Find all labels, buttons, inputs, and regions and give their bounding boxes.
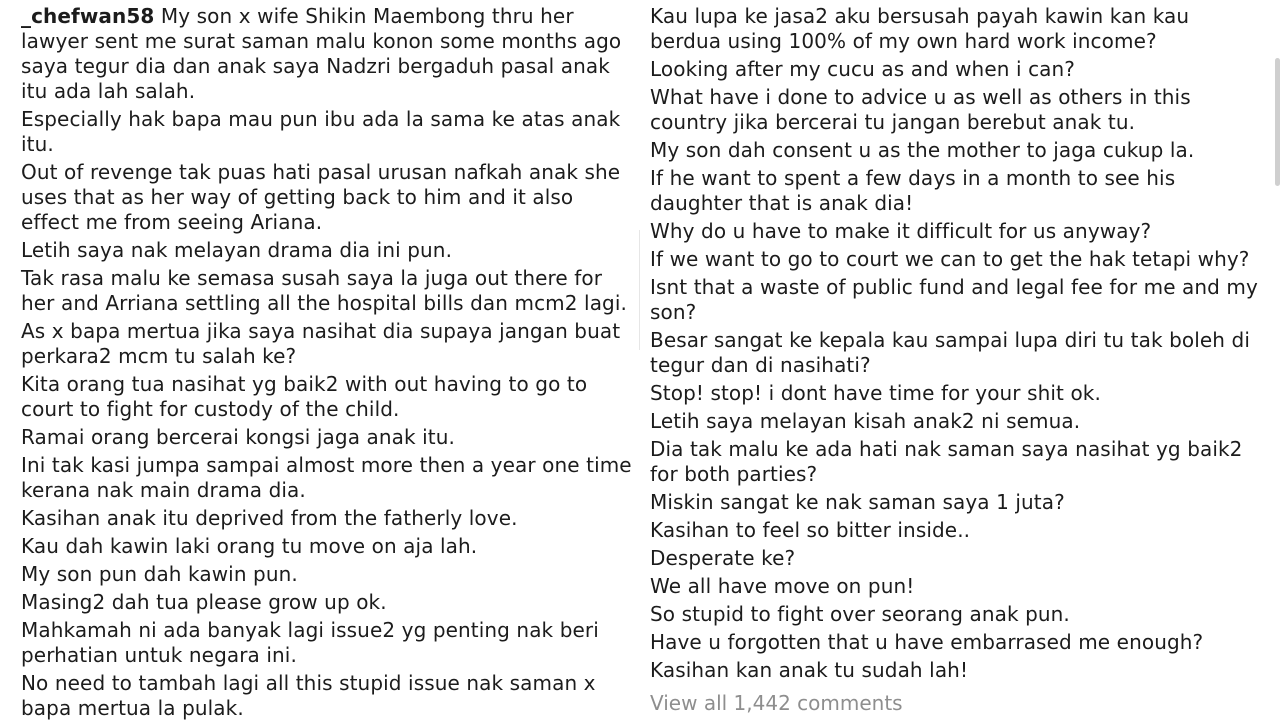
comment-paragraph: Looking after my cucu as and when i can? — [650, 57, 1076, 81]
comment-paragraph: Stop! stop! i dont have time for your shit ok. — [650, 381, 1101, 405]
comment-paragraph: We all have move on pun! — [650, 574, 915, 598]
scrollbar[interactable] — [1275, 58, 1280, 186]
comment-paragraph: If he want to spent a few days in a month to see his daughter that is anak dia! — [650, 166, 1176, 215]
comment-paragraph: What have i done to advice u as well as others in this country jika bercerai tu jangan berebut anak tu. — [650, 85, 1191, 134]
comment-paragraph: Mahkamah ni ada banyak lagi issue2 yg penting nak beri perhatian untuk negara ini. — [21, 618, 599, 667]
comment-paragraph: No need to tambah lagi all this stupid issue nak saman x bapa mertua la pulak. — [21, 671, 596, 720]
view-all-comments-link[interactable]: View all 1,442 comments — [650, 691, 903, 715]
comment-paragraph: My son dah consent u as the mother to jaga cukup la. — [650, 138, 1195, 162]
comment-paragraph: Besar sangat ke kepala kau sampai lupa diri tu tak boleh di tegur dan di nasihati? — [650, 328, 1250, 377]
comment-paragraph: Kita orang tua nasihat yg baik2 with out having to go to court to fight for custody of the child. — [21, 372, 588, 421]
comment-paragraph: Especially hak bapa mau pun ibu ada la sama ke atas anak itu. — [21, 107, 621, 156]
comment-paragraph: Kau dah kawin laki orang tu move on aja lah. — [21, 534, 478, 558]
comment-paragraph: Kau lupa ke jasa2 aku bersusah payah kawin kan kau berdua using 100% of my own hard work income? — [650, 4, 1190, 53]
comment-paragraph: Kasihan to feel so bitter inside.. — [650, 518, 971, 542]
comment-paragraph: Out of revenge tak puas hati pasal urusan nafkah anak she uses that as her way of getting back to him and it also effect me from seeing Ariana. — [21, 160, 621, 234]
comment-paragraph: Letih saya nak melayan drama dia ini pun. — [21, 238, 453, 262]
comment-paragraph: Why do u have to make it difficult for us anyway? — [650, 219, 1152, 243]
comment-paragraph: Masing2 dah tua please grow up ok. — [21, 590, 387, 614]
comment-paragraph: Kasihan kan anak tu sudah lah! — [650, 658, 969, 682]
comment-paragraph: Letih saya melayan kisah anak2 ni semua. — [650, 409, 1081, 433]
column-divider — [639, 230, 640, 350]
comment-paragraph: As x bapa mertua jika saya nasihat dia supaya jangan buat perkara2 mcm tu salah ke? — [21, 319, 621, 368]
comment-paragraph: So stupid to fight over seorang anak pun. — [650, 602, 1070, 626]
comment-right-column — [650, 4, 1262, 716]
comment-paragraph: Tak rasa malu ke semasa susah saya la juga out there for her and Arriana settling all the hospital bills dan mcm2 lagi. — [21, 266, 627, 315]
comment-paragraph: Ramai orang bercerai kongsi jaga anak itu. — [21, 425, 455, 449]
comment-paragraph: Isnt that a waste of public fund and legal fee for me and my son? — [650, 275, 1258, 324]
comment-left-column — [21, 4, 633, 720]
comment-paragraph: Dia tak malu ke ada hati nak saman saya nasihat yg baik2 for both parties? — [650, 437, 1243, 486]
comment-first-paragraph — [21, 4, 633, 104]
comment-text: My son x wife Shikin Maembong thru her lawyer sent me surat saman malu konon some months ago saya tegur dia dan anak saya Nadzri bergaduh pasal anak itu ada lah salah. — [21, 4, 622, 103]
comment-paragraph: Have u forgotten that u have embarrased me enough? — [650, 630, 1204, 654]
comment-paragraph: If we want to go to court we can to get the hak tetapi why? — [650, 247, 1250, 271]
comment-username[interactable]: _chefwan58 — [21, 4, 155, 28]
comment-paragraph: My son pun dah kawin pun. — [21, 562, 298, 586]
comment-paragraph: Kasihan anak itu deprived from the fatherly love. — [21, 506, 518, 530]
comment-paragraph: Desperate ke? — [650, 546, 796, 570]
comment-paragraph: Ini tak kasi jumpa sampai almost more then a year one time kerana nak main drama dia. — [21, 453, 632, 502]
comment-paragraph: Miskin sangat ke nak saman saya 1 juta? — [650, 490, 1065, 514]
